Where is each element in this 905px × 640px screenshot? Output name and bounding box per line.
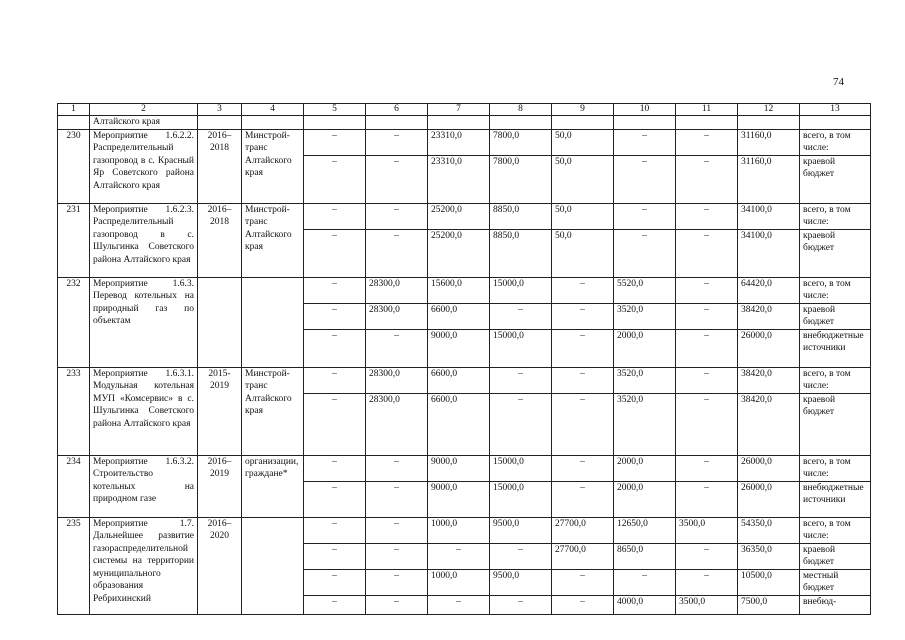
cell-empty	[490, 116, 552, 130]
continuation-row	[58, 116, 871, 130]
amount-cell: –	[304, 129, 366, 155]
amount-cell: 9000,0	[428, 481, 490, 517]
column-header: 1	[58, 104, 90, 116]
amount-cell: –	[676, 367, 738, 393]
amount-cell: 26000,0	[738, 329, 800, 367]
amount-cell: 15000,0	[490, 455, 552, 481]
amount-cell: –	[304, 203, 366, 229]
executor: организации, граждане*	[242, 455, 304, 517]
amount-cell: 15000,0	[490, 481, 552, 517]
amount-cell: 8850,0	[490, 229, 552, 277]
amount-cell: 23310,0	[428, 155, 490, 203]
table-row	[58, 517, 871, 543]
table-row	[58, 455, 871, 481]
table-row	[58, 367, 871, 393]
amount-cell: 7800,0	[490, 129, 552, 155]
budget-table	[57, 103, 871, 615]
executor: Минстрой-транс Алтайского края	[242, 203, 304, 277]
column-header: 9	[552, 104, 614, 116]
amount-cell: –	[552, 569, 614, 595]
measure-name: Мероприятие 1.6.3.2. Строительство котельных на природном газе	[90, 455, 198, 517]
amount-cell: –	[366, 595, 428, 614]
amount-cell: 8850,0	[490, 203, 552, 229]
amount-cell: –	[490, 303, 552, 329]
period: 2016–2019	[198, 455, 242, 517]
amount-cell: –	[676, 303, 738, 329]
amount-cell: –	[676, 455, 738, 481]
amount-cell: 15600,0	[428, 277, 490, 303]
funding-source: всего, в том числе:	[800, 129, 871, 155]
amount-cell: –	[304, 481, 366, 517]
amount-cell: –	[490, 595, 552, 614]
amount-cell: 28300,0	[366, 303, 428, 329]
amount-cell: –	[614, 229, 676, 277]
amount-cell: –	[676, 277, 738, 303]
amount-cell: 25200,0	[428, 229, 490, 277]
amount-cell: –	[304, 595, 366, 614]
amount-cell: –	[366, 543, 428, 569]
column-header: 10	[614, 104, 676, 116]
amount-cell: 9000,0	[428, 455, 490, 481]
amount-cell: 50,0	[552, 203, 614, 229]
amount-cell: –	[676, 393, 738, 455]
amount-cell: –	[366, 155, 428, 203]
column-header: 11	[676, 104, 738, 116]
amount-cell: –	[304, 517, 366, 543]
amount-cell: –	[676, 569, 738, 595]
amount-cell: –	[304, 155, 366, 203]
measure-name: Мероприятие 1.6.3. Перевод котельных на природный газ по объектам	[90, 277, 198, 367]
column-header: 13	[800, 104, 871, 116]
amount-cell: 34100,0	[738, 229, 800, 277]
cell-empty	[242, 116, 304, 130]
amount-cell: –	[304, 329, 366, 367]
amount-cell: 2000,0	[614, 455, 676, 481]
amount-cell: 7800,0	[490, 155, 552, 203]
amount-cell: 2000,0	[614, 329, 676, 367]
amount-cell: –	[304, 455, 366, 481]
amount-cell: 2000,0	[614, 481, 676, 517]
amount-cell: 10500,0	[738, 569, 800, 595]
amount-cell: –	[304, 229, 366, 277]
amount-cell: –	[676, 129, 738, 155]
amount-cell: –	[304, 393, 366, 455]
amount-cell: –	[490, 393, 552, 455]
amount-cell: –	[676, 481, 738, 517]
amount-cell: 6600,0	[428, 393, 490, 455]
amount-cell: 36350,0	[738, 543, 800, 569]
measure-name: Мероприятие 1.6.2.2. Распределительный газопровод в с. Красный Яр Советского района Алтайского края	[90, 129, 198, 203]
funding-source: всего, в том числе:	[800, 455, 871, 481]
column-header: 4	[242, 104, 304, 116]
table-row	[58, 277, 871, 303]
cell-empty	[552, 116, 614, 130]
cell-empty	[366, 116, 428, 130]
column-header: 5	[304, 104, 366, 116]
amount-cell: 6600,0	[428, 367, 490, 393]
period	[198, 277, 242, 367]
amount-cell: 27700,0	[552, 543, 614, 569]
column-header: 7	[428, 104, 490, 116]
amount-cell: 7500,0	[738, 595, 800, 614]
cell-empty	[738, 116, 800, 130]
cell-empty	[614, 116, 676, 130]
amount-cell: 50,0	[552, 155, 614, 203]
amount-cell: –	[304, 543, 366, 569]
amount-cell: –	[304, 367, 366, 393]
period: 2016–2018	[198, 129, 242, 203]
amount-cell: 5520,0	[614, 277, 676, 303]
executor: Минстрой-транс Алтайского края	[242, 129, 304, 203]
funding-source: местный бюджет	[800, 569, 871, 595]
amount-cell: –	[304, 569, 366, 595]
amount-cell: –	[428, 595, 490, 614]
measure-name: Мероприятие 1.6.2.3. Распределительный газопровод в с. Шульгинка Советского района Алтайского края	[90, 203, 198, 277]
executor: Минстрой-транс Алтайского края	[242, 367, 304, 455]
amount-cell: 64420,0	[738, 277, 800, 303]
amount-cell: –	[552, 595, 614, 614]
continuation-text: Алтайского края	[90, 116, 198, 130]
amount-cell: 6600,0	[428, 303, 490, 329]
cell-empty	[428, 116, 490, 130]
amount-cell: 9000,0	[428, 329, 490, 367]
amount-cell: –	[676, 329, 738, 367]
record-number: 235	[58, 517, 90, 614]
cell-empty	[800, 116, 871, 130]
funding-source: краевой бюджет	[800, 155, 871, 203]
amount-cell: 23310,0	[428, 129, 490, 155]
amount-cell: –	[366, 203, 428, 229]
amount-cell: 1000,0	[428, 517, 490, 543]
amount-cell: 28300,0	[366, 367, 428, 393]
amount-cell: –	[676, 155, 738, 203]
amount-cell: 3520,0	[614, 303, 676, 329]
amount-cell: 50,0	[552, 129, 614, 155]
amount-cell: –	[614, 129, 676, 155]
amount-cell: 4000,0	[614, 595, 676, 614]
record-number: 232	[58, 277, 90, 367]
funding-source: всего, в том числе:	[800, 517, 871, 543]
amount-cell: 12650,0	[614, 517, 676, 543]
column-header: 3	[198, 104, 242, 116]
amount-cell: –	[366, 329, 428, 367]
amount-cell: –	[552, 481, 614, 517]
amount-cell: –	[366, 129, 428, 155]
amount-cell: –	[490, 367, 552, 393]
funding-source: внебюджетные источники	[800, 329, 871, 367]
period: 2016–2020	[198, 517, 242, 614]
amount-cell: 54350,0	[738, 517, 800, 543]
record-number: 234	[58, 455, 90, 517]
amount-cell: 34100,0	[738, 203, 800, 229]
column-header: 12	[738, 104, 800, 116]
cell-empty	[676, 116, 738, 130]
funding-source: всего, в том числе:	[800, 277, 871, 303]
amount-cell: –	[614, 203, 676, 229]
cell-empty	[198, 116, 242, 130]
amount-cell: 31160,0	[738, 129, 800, 155]
record-number: 230	[58, 129, 90, 203]
amount-cell: 31160,0	[738, 155, 800, 203]
amount-cell: –	[552, 393, 614, 455]
funding-source: всего, в том числе:	[800, 367, 871, 393]
funding-source: краевой бюджет	[800, 393, 871, 455]
funding-source: краевой бюджет	[800, 543, 871, 569]
amount-cell: 15000,0	[490, 329, 552, 367]
amount-cell: 9500,0	[490, 569, 552, 595]
amount-cell: –	[552, 329, 614, 367]
amount-cell: 28300,0	[366, 393, 428, 455]
funding-source: краевой бюджет	[800, 229, 871, 277]
amount-cell: 25200,0	[428, 203, 490, 229]
amount-cell: –	[614, 569, 676, 595]
amount-cell: –	[366, 481, 428, 517]
amount-cell: –	[304, 303, 366, 329]
amount-cell: 26000,0	[738, 481, 800, 517]
amount-cell: 27700,0	[552, 517, 614, 543]
funding-source: краевой бюджет	[800, 303, 871, 329]
amount-cell: 1000,0	[428, 569, 490, 595]
header-row	[58, 104, 871, 116]
column-header: 6	[366, 104, 428, 116]
cell-empty	[58, 116, 90, 130]
amount-cell: 3500,0	[676, 517, 738, 543]
record-number: 233	[58, 367, 90, 455]
page-number: 74	[833, 76, 844, 88]
amount-cell: 50,0	[552, 229, 614, 277]
amount-cell: –	[366, 517, 428, 543]
executor	[242, 277, 304, 367]
amount-cell: –	[676, 229, 738, 277]
amount-cell: –	[552, 455, 614, 481]
executor	[242, 517, 304, 614]
amount-cell: –	[366, 569, 428, 595]
amount-cell: 38420,0	[738, 303, 800, 329]
amount-cell: 3520,0	[614, 393, 676, 455]
record-number: 231	[58, 203, 90, 277]
amount-cell: –	[304, 277, 366, 303]
table-row	[58, 203, 871, 229]
amount-cell: –	[366, 455, 428, 481]
funding-source: внебюд-	[800, 595, 871, 614]
amount-cell: 28300,0	[366, 277, 428, 303]
period: 2016–2018	[198, 203, 242, 277]
amount-cell: 26000,0	[738, 455, 800, 481]
amount-cell: –	[490, 543, 552, 569]
amount-cell: –	[676, 543, 738, 569]
table-row	[58, 129, 871, 155]
amount-cell: –	[552, 367, 614, 393]
amount-cell: –	[428, 543, 490, 569]
amount-cell: –	[552, 277, 614, 303]
amount-cell: 38420,0	[738, 367, 800, 393]
amount-cell: 8650,0	[614, 543, 676, 569]
amount-cell: –	[552, 303, 614, 329]
amount-cell: –	[676, 203, 738, 229]
amount-cell: 3520,0	[614, 367, 676, 393]
amount-cell: –	[366, 229, 428, 277]
amount-cell: 3500,0	[676, 595, 738, 614]
measure-name: Мероприятие 1.7. Дальнейшее развитие газораспределительной системы на территории муниципального образования Ребрихинский	[90, 517, 198, 614]
amount-cell: 9500,0	[490, 517, 552, 543]
funding-source: внебюджетные источники	[800, 481, 871, 517]
amount-cell: –	[614, 155, 676, 203]
period: 2015-2019	[198, 367, 242, 455]
cell-empty	[304, 116, 366, 130]
funding-source: всего, в том числе:	[800, 203, 871, 229]
amount-cell: 15000,0	[490, 277, 552, 303]
amount-cell: 38420,0	[738, 393, 800, 455]
measure-name: Мероприятие 1.6.3.1. Модульная котельная МУП «Комсервис» в с. Шульгинка Советского района Алтайского края	[90, 367, 198, 455]
column-header: 8	[490, 104, 552, 116]
column-header: 2	[90, 104, 198, 116]
